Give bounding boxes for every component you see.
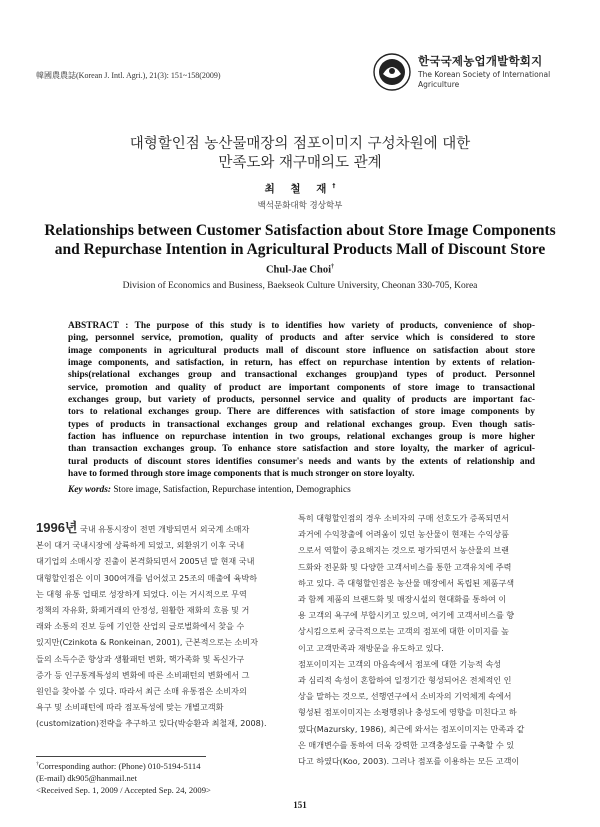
body-column-right — [298, 510, 560, 769]
body-line: 원인을 찾아볼 수 있다. 따라서 최근 소매 유통점은 소비자의 — [36, 686, 247, 697]
abstract-line: tural products of discount stores identifies consumer's needs and wants by the extents of relationship and — [68, 456, 535, 467]
body-line: 본이 대거 국내시장에 상륙하게 되었고, 외환위기 이후 국내 — [36, 540, 245, 551]
body-line: 1996년 국내 유통시장이 전면 개방되면서 외국계 소매자 — [36, 520, 250, 535]
abstract-line: have to formed through store image components that is much stronger on store loyalty. — [68, 469, 415, 480]
english-author-name: Chul-Jae Choi — [265, 264, 332, 276]
korean-title-line2: 만족도와 재구매의도 관계 — [218, 155, 382, 171]
body-line: 과거에 수익창출에 어려움이 있던 농산물이 현재는 수익상품 — [298, 529, 509, 540]
body-line: 드화와 전문화 및 다양한 고객서비스를 통한 고객유치에 주력 — [298, 561, 512, 572]
body-line: 대형할인점은 이미 300여개를 넘어섰고 25조의 매출에 육박하 — [36, 572, 258, 583]
society-name-en-line2: Agriculture — [418, 80, 460, 89]
body-line: 과 심리적 속성이 혼합하여 일정기간 형성되어온 전체적인 인 — [298, 675, 512, 686]
body-line: 이고 고객만족과 재방문을 유도하고 있다. — [298, 642, 444, 653]
page-number: 151 — [293, 800, 307, 810]
english-author-mark: † — [331, 264, 335, 270]
society-name-en-line1: The Korean Society of International — [418, 70, 551, 79]
korean-author-mark: † — [332, 182, 336, 190]
society-name-kr: 한국국제농업개발학회지 — [418, 54, 543, 68]
body-line: 욕구 및 소비패턴에 따라 점포특성에 맞는 개별고객화 — [36, 702, 224, 713]
body-line: 상시킴으로써 궁극적으로는 고객의 점포에 대한 이미지를 높 — [298, 626, 509, 637]
body-line: (customization)전략을 추구하고 있다(박승환과 최철재, 2008). — [36, 718, 267, 729]
body-line: 상을 말하는 것으로, 선행연구에서 소비자의 기억체계 속에서 — [298, 691, 512, 702]
footnotes — [36, 758, 296, 797]
korean-title-line1: 대형할인점 농산물매장의 점포이미지 구성차원에 대한 — [129, 136, 471, 152]
abstract — [68, 320, 535, 480]
body-line: 대기업의 소매시장 진출이 본격화되면서 2005년 말 현재 국내 — [36, 556, 255, 567]
body-line: 있지만(Czinkota & Ronkeinan, 2001), 근본적으로는 소비자 — [36, 637, 259, 648]
abstract-line: tors to relational exchanges group. There are differences with satisfaction of store image components by — [68, 407, 535, 418]
abstract-line: faction has influence on repurchase intention in two groups, relational exchanges group is more higher — [68, 432, 535, 443]
body-line: 으로서 역할이 중요해지는 것으로 평가되면서 농산물의 브랜 — [298, 545, 509, 556]
keywords — [68, 485, 535, 495]
keywords-label: Key words: — [68, 485, 111, 495]
society-header — [372, 50, 572, 96]
korean-affiliation: 백석문화대학 경상학부 — [257, 201, 343, 211]
korean-author — [0, 181, 600, 196]
body-line: 정책의 자유화, 화폐거래의 안정성, 원활한 재화의 흐름 및 거 — [36, 605, 250, 616]
abstract-line: than transaction exchanges group. To enhance store satisfaction and store loyalty, the marker of agricul- — [68, 444, 535, 455]
abstract-line: service, promotion and quality of product are important components of store image to transactional — [68, 382, 535, 393]
abstract-line: ABSTRACT : The purpose of this study is to identifies how variety of products, convenience of shop- — [68, 321, 535, 331]
body-line: 형성된 점포이미지는 소평행위나 충성도에 영향을 미친다고 하 — [298, 707, 517, 718]
abstract-line: image components, and satisfaction, in return, has effect on repurchase intention by extents of relation- — [68, 358, 535, 369]
abstract-line: exchanges group, but variety of products, personnel service and quality of products are important fac- — [68, 395, 535, 406]
body-line: 특히 대형할인점의 경우 소비자의 구매 선호도가 증폭되면서 — [298, 513, 509, 523]
body-line: 점포이미지는 고객의 마음속에서 점포에 대한 기능적 속성 — [298, 658, 502, 669]
english-title-line1: Relationships between Customer Satisfaction about Store Image Components — [44, 222, 556, 239]
body-column-left — [36, 520, 294, 732]
abstract-line: types of products in transactional exchanges group and relational exchanges group. Even though satis- — [68, 419, 535, 430]
body-line: 래와 소통의 진보 등에 기인한 산업의 글로벌화에서 찾을 수 — [36, 621, 245, 632]
abstract-line: ping, personnel service, promotion, quality of products and after service which is considered to store — [68, 333, 535, 344]
footnote-corresponding: †Corresponding author: (Phone) 010-5194-5114 — [36, 760, 201, 771]
journal-reference: 韓國農農誌(Korean J. Intl. Agri.), 21(3): 151~158(2009) — [36, 71, 221, 80]
body-line: 하고 있다. 즉 대형할인점은 농산물 매장에서 독립된 제품구색 — [298, 577, 515, 588]
footnote-divider — [36, 756, 206, 757]
body-line: 들의 소득수준 향상과 생활패턴 변화, 핵가족화 및 독신가구 — [36, 653, 245, 664]
body-line: 증가 등 인구통계특성의 변화에 따른 소비패턴의 변화에서 그 — [36, 669, 250, 680]
body-line: 다고 하였다(Koo, 2003). 그러나 점포를 이용하는 모든 고객이 — [298, 756, 520, 767]
footnote-mark: † — [36, 761, 39, 767]
body-line: 과 함께 제품의 브랜드화 및 매장시설의 현대화를 통하여 이 — [298, 594, 507, 605]
english-title-line2: and Repurchase Intention in Agricultural Products Mall of Discount Store — [54, 241, 546, 258]
body-line: 는 대형 유통 업태로 성장하게 되었다. 이는 거시적으로 무역 — [36, 588, 247, 599]
society-logo-icon — [372, 52, 412, 92]
english-author — [0, 264, 600, 276]
keywords-text: Store image, Satisfaction, Repurchase intention, Demographics — [113, 485, 351, 495]
abstract-line: image components in agricultural products mall of discount store influence on satisfaction about store — [68, 345, 535, 356]
english-affiliation: Division of Economics and Business, Baekseok Culture University, Cheonan 330-705, Korea — [122, 281, 478, 291]
abstract-line: ships(relational exchanges group and transactional exchanges group)and types of product. Personnel — [68, 370, 535, 381]
korean-author-name: 최 철 재 — [264, 183, 333, 195]
body-line: 용 고객의 욕구에 부합시키고 있으며, 여기에 고객서비스를 향 — [298, 610, 515, 621]
opening-year: 1996년 — [36, 520, 78, 535]
body-line: 였다(Mazursky, 1986), 최근에 와서는 점포이미지는 만족과 같 — [298, 723, 525, 734]
body-line: 은 매개변수를 통하여 더욱 강력한 고객충성도를 구축할 수 있 — [298, 739, 515, 750]
footnote-email: (E-mail) dk905@hanmail.net — [36, 773, 137, 784]
footnote-received: <Received Sep. 1, 2009 / Accepted Sep. 24, 2009> — [36, 785, 211, 796]
